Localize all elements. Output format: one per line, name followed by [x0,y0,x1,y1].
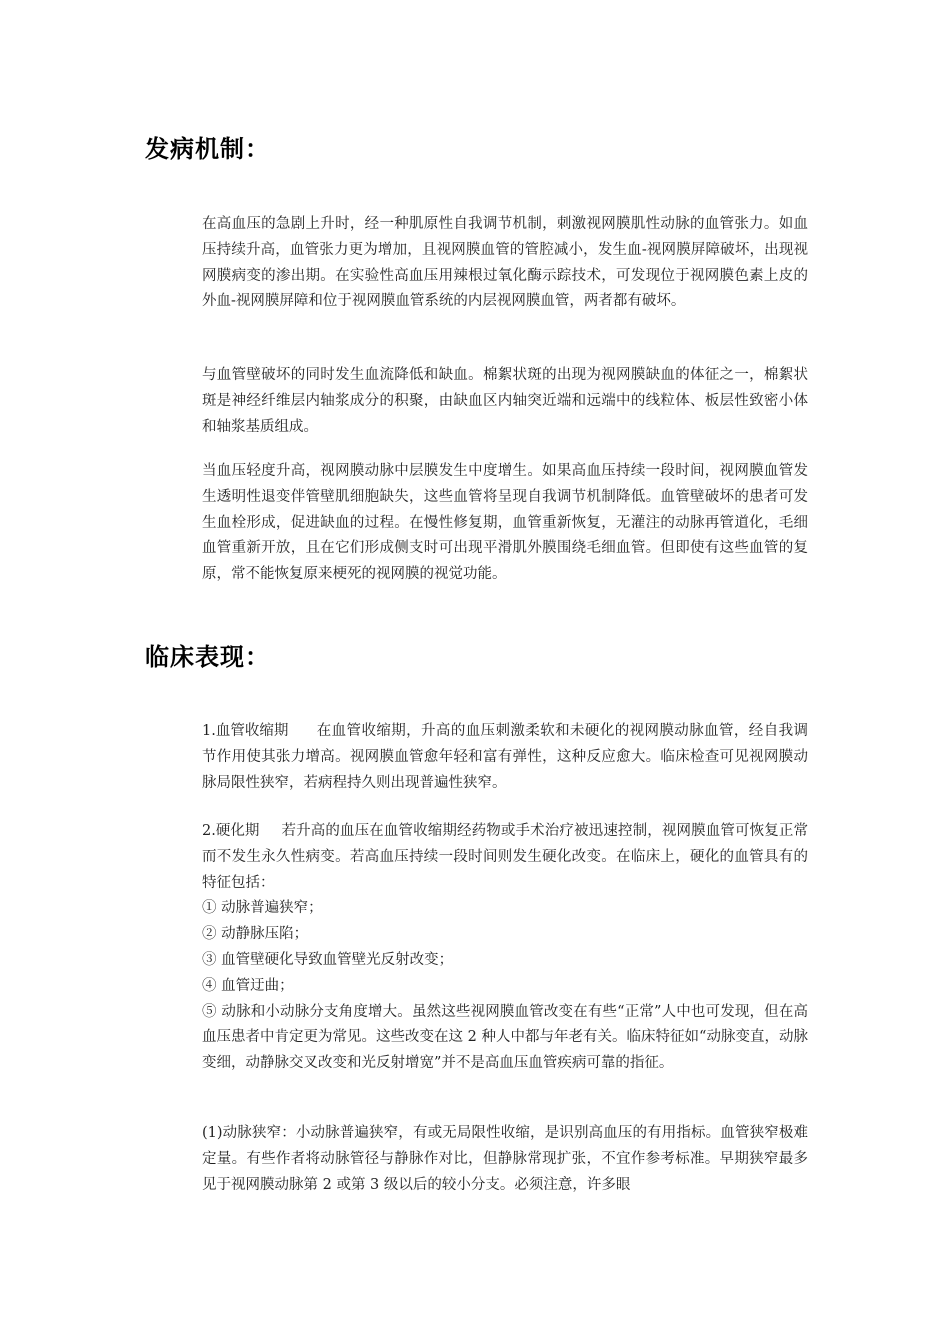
sclerosis-stage-paragraph [202,819,808,1077]
paragraph-text: 当血压轻度升高，视网膜动脉中层膜发生中度增生。如果高血压持续一段时间，视网膜血管发生透明性退变伴管壁肌细胞缺失，这些血管将呈现自我调节机制降低。血管壁破坏的患者可发生血栓形成，促进缺血的过程。在慢性修复期，血管重新恢复，无灌注的动脉再管道化，毛细血管重新开放，且在它们形成侧支时可出现平滑肌外膜围绕毛细血管。但即使有这些血管的复原，常不能恢复原来梗死的视网膜的视觉功能。 [202,463,808,583]
feature-item-5: ⑤ 动脉和小动脉分支角度增大。虽然这些视网膜血管改变在有些“正常”人中也可发现，但在高血压患者中肯定更为常见。这些改变在这 2 种人中都与年老有关。临床特征如“动脉变直，动脉变细，动静脉交叉改变和光反射增宽”并不是高血压血管疾病可靠的指征。 [202,1003,808,1072]
stage-2-line [202,819,808,896]
section-heading-clinical: 临床表现： [145,643,270,671]
feature-item-1: ① 动脉普遍狭窄； [202,900,323,917]
stage-2-text: 若升高的血压在血管收缩期经药物或手术治疗被迅速控制，视网膜血管可恢复正常而不发生永久性病变。若高血压持续一段时间则发生硬化改变。在临床上，硬化的血管具有的特征包括： [202,823,808,891]
arterial-narrowing-paragraph [202,1121,808,1198]
feature-item-2: ② 动静脉压陷； [202,926,309,943]
paragraph-text: 在高血压的急剧上升时，经一种肌原性自我调节机制，刺激视网膜肌性动脉的血管张力。如血压持续升高，血管张力更为增加，且视网膜血管的管腔减小，发生血-视网膜屏障破坏，出现视网膜病变的渗出期。在实验性高血压用辣根过氧化酶示踪技术，可发现位于视网膜色素上皮的外血-视网膜屏障和位于视网膜血管系统的内层视网膜血管，两者都有破坏。 [202,216,808,310]
pathogenesis-paragraph-3 [202,459,808,588]
stage-2-term: 2.硬化期 [202,823,260,839]
section-heading-pathogenesis: 发病机制： [145,135,270,163]
paragraph-text: 与血管壁破坏的同时发生血流降低和缺血。棉絮状斑的出现为视网膜缺血的体征之一，棉絮状斑是神经纤维层内轴浆成分的积聚，由缺血区内轴突近端和远端中的线粒体、板层性致密小体和轴浆基质组成。 [202,367,808,435]
stage-1-line [202,719,808,796]
pathogenesis-paragraph-1 [202,212,808,315]
stage-1-text: 在血管收缩期，升高的血压刺激柔软和未硬化的视网膜动脉血管，经自我调节作用使其张力增高。视网膜血管愈年轻和富有弹性，这种反应愈大。临床检查可见视网膜动脉局限性狭窄，若病程持久则出现普遍性狭窄。 [202,723,808,791]
stage-1-term: 1.血管收缩期 [202,723,289,739]
pathogenesis-paragraph-2 [202,363,808,440]
feature-item-4: ④ 血管迂曲； [202,977,294,994]
vasoconstriction-stage-paragraph [202,719,808,796]
feature-item-3: ③ 血管壁硬化导致血管壁光反射改变； [202,951,454,968]
paragraph-text: (1)动脉狭窄：小动脉普遍狭窄，有或无局限性收缩，是识别高血压的有用指标。血管狭窄极难定量。有些作者将动脉管径与静脉作对比，但静脉常现扩张，不宜作参考标准。早期狭窄最多见于视网膜动脉第 2 或第 3 级以后的较小分支。必须注意，许多眼 [202,1125,808,1193]
